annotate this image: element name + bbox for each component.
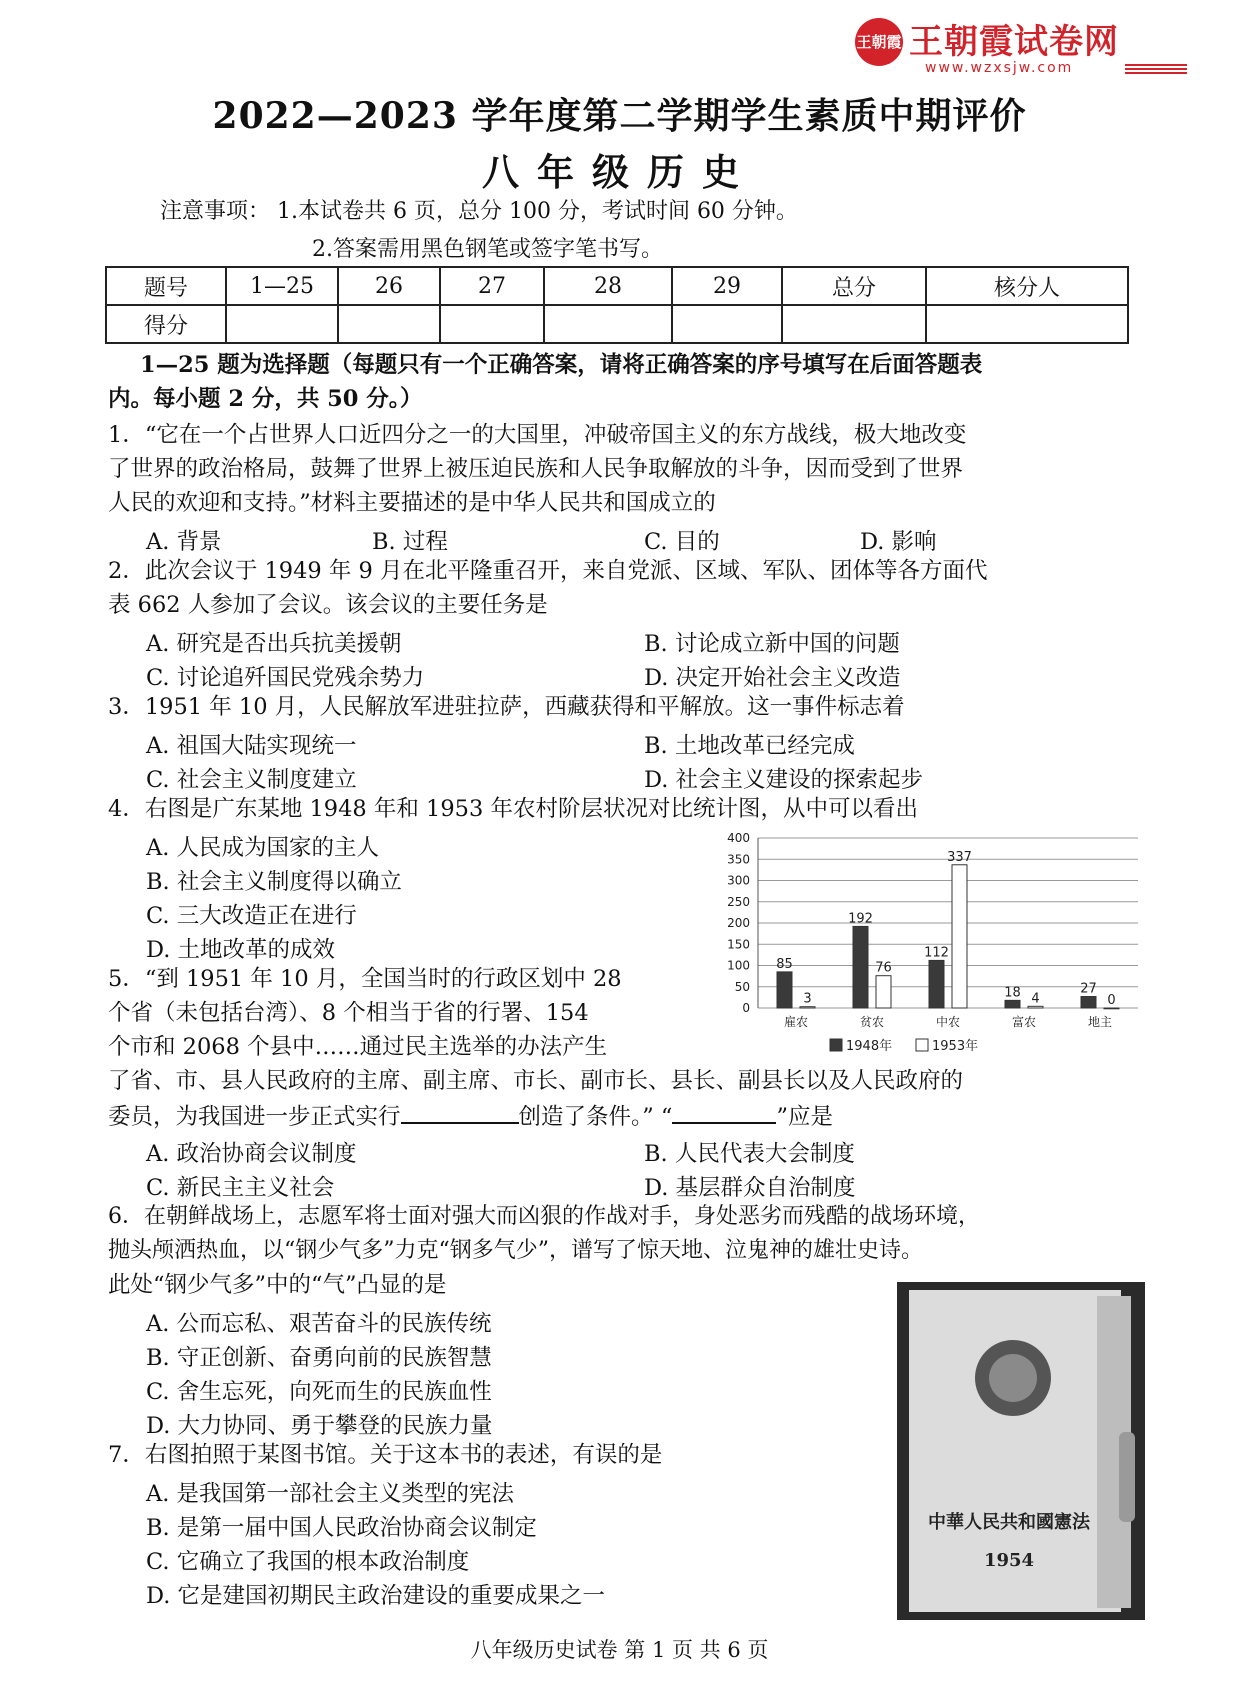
brand-logo bbox=[855, 14, 1195, 74]
q6-option-a[interactable]: A. 公而忘私、艰苦奋斗的民族传统 bbox=[146, 1311, 492, 1337]
q7-option-b[interactable]: B. 是第一届中国人民政治协商会议制定 bbox=[146, 1515, 537, 1541]
q7-option-a[interactable]: A. 是我国第一部社会主义类型的宪法 bbox=[146, 1481, 515, 1507]
chart-bar bbox=[1028, 1006, 1043, 1008]
national-emblem-center bbox=[989, 1354, 1037, 1402]
chart-category-label: 富农 bbox=[1011, 1015, 1037, 1029]
q5-line: 个市和 2068 个县中……通过民主选举的办法产生 bbox=[108, 1034, 608, 1060]
chart-y-tick-label: 250 bbox=[727, 894, 750, 909]
q4-line: 4．右图是广东某地 1948 年和 1953 年农村阶层状况对比统计图，从中可以看出 bbox=[108, 796, 918, 822]
chart-y-tick-label: 200 bbox=[727, 916, 750, 930]
score-col: 29 bbox=[672, 267, 782, 305]
q6-option-b[interactable]: B. 守正创新、奋勇向前的民族智慧 bbox=[146, 1345, 492, 1371]
q2-line: 2．此次会议于 1949 年 9 月在北平隆重召开，来自党派、区域、军队、团体等各方面代 bbox=[108, 558, 988, 584]
chart-data-label: 337 bbox=[947, 849, 972, 865]
score-col: 1—25 bbox=[226, 267, 338, 305]
book-year: 1954 bbox=[983, 1550, 1035, 1571]
chart-y-tick-label: 150 bbox=[727, 937, 750, 952]
q5-last-line bbox=[108, 1102, 833, 1131]
chart-category-label: 雇农 bbox=[783, 1015, 809, 1029]
chart-bar bbox=[1081, 997, 1096, 1008]
score-cell[interactable] bbox=[338, 305, 440, 343]
q4-option-d[interactable]: D. 土地改革的成效 bbox=[146, 937, 336, 963]
q5-last-a: 委员，为我国进一步正式实行 bbox=[108, 1104, 401, 1130]
q5-option-a[interactable]: A. 政治协商会议制度 bbox=[146, 1141, 357, 1167]
intro-line-1: 1—25 题为选择题（每题只有一个正确答案，请将正确答案的序号填写在后面答题表 bbox=[140, 352, 983, 378]
chart-bar bbox=[929, 960, 944, 1008]
score-col: 题号 bbox=[106, 267, 226, 305]
brand-seal: 王朝霞 bbox=[855, 18, 903, 66]
score-cell[interactable] bbox=[926, 305, 1128, 343]
q2-option-c[interactable]: C. 讨论追歼国民党残余势力 bbox=[146, 665, 425, 691]
q1-line: 人民的欢迎和支持。”材料主要描述的是中华人民共和国成立的 bbox=[108, 490, 716, 516]
q2-line: 表 662 人参加了会议。该会议的主要任务是 bbox=[108, 592, 548, 618]
book-clasp bbox=[1119, 1432, 1135, 1522]
q3-option-b[interactable]: B. 土地改革已经完成 bbox=[644, 733, 855, 759]
score-table-header-row bbox=[106, 267, 1128, 305]
q6-line: 抛头颅洒热血，以“钢少气多”力克“钢多气少”，谱写了惊天地、泣鬼神的雄壮史诗。 bbox=[108, 1238, 923, 1263]
q1-option-b[interactable]: B. 过程 bbox=[372, 529, 448, 555]
chart-legend-swatch bbox=[830, 1039, 842, 1051]
q5-last-b: 创造了条件。” “ bbox=[518, 1104, 673, 1130]
score-cell[interactable] bbox=[782, 305, 926, 343]
score-cell[interactable] bbox=[544, 305, 672, 343]
q4-option-c[interactable]: C. 三大改造正在进行 bbox=[146, 903, 357, 929]
book-title: 中華人民共和國憲法 bbox=[928, 1512, 1090, 1533]
q3-option-d[interactable]: D. 社会主义建设的探索起步 bbox=[644, 767, 924, 793]
chart-y-tick-label: 300 bbox=[727, 873, 750, 888]
chart-bar bbox=[777, 972, 792, 1008]
score-col: 26 bbox=[338, 267, 440, 305]
chart-category-label: 地主 bbox=[1087, 1015, 1113, 1029]
constitution-book-photo bbox=[897, 1282, 1145, 1620]
brand-name: 王朝霞试卷网 bbox=[909, 22, 1119, 62]
chart-y-tick-label: 400 bbox=[727, 831, 750, 845]
score-row-label: 得分 bbox=[106, 305, 226, 343]
score-col: 27 bbox=[440, 267, 544, 305]
notice-line-1: 注意事项： 1.本试卷共 6 页，总分 100 分，考试时间 60 分钟。 bbox=[160, 199, 798, 224]
score-col: 28 bbox=[544, 267, 672, 305]
chart-data-label: 192 bbox=[848, 911, 873, 927]
q1-option-c[interactable]: C. 目的 bbox=[644, 529, 720, 555]
score-cell[interactable] bbox=[226, 305, 338, 343]
exam-title: 2022—2023 学年度第二学期学生素质中期评价 bbox=[212, 95, 1027, 137]
q7-line: 7．右图拍照于某图书馆。关于这本书的表述，有误的是 bbox=[108, 1442, 663, 1468]
chart-category-label: 中农 bbox=[935, 1015, 961, 1029]
chart-y-tick-label: 350 bbox=[727, 852, 750, 867]
q2-option-d[interactable]: D. 决定开始社会主义改造 bbox=[644, 665, 901, 691]
chart-category-label: 贫农 bbox=[859, 1015, 885, 1029]
chart-bar bbox=[853, 926, 868, 1008]
chart-bar bbox=[1104, 1008, 1119, 1009]
q7-option-c[interactable]: C. 它确立了我国的根本政治制度 bbox=[146, 1549, 470, 1575]
q5-last-c: ”应是 bbox=[776, 1104, 833, 1130]
q5-line: 了省、市、县人民政府的主席、副主席、市长、副市长、县长、副县长以及人民政府的 bbox=[108, 1068, 964, 1094]
chart-legend-label: 1948年 bbox=[846, 1039, 893, 1054]
chart-bar bbox=[1005, 1000, 1020, 1008]
q1-option-a[interactable]: A. 背景 bbox=[146, 529, 222, 555]
q2-option-b[interactable]: B. 讨论成立新中国的问题 bbox=[644, 631, 900, 657]
chart-data-label: 85 bbox=[776, 956, 793, 972]
chart-y-tick-label: 100 bbox=[727, 958, 750, 973]
chart-data-label: 0 bbox=[1107, 993, 1116, 1008]
brand-url: www.wzxsjw.com bbox=[925, 60, 1074, 76]
q7-option-d[interactable]: D. 它是建国初期民主政治建设的重要成果之一 bbox=[146, 1583, 606, 1609]
q4-option-b[interactable]: B. 社会主义制度得以确立 bbox=[146, 869, 402, 895]
q5-option-b[interactable]: B. 人民代表大会制度 bbox=[644, 1141, 855, 1167]
q5-option-c[interactable]: C. 新民主主义社会 bbox=[146, 1175, 335, 1201]
q6-option-c[interactable]: C. 舍生忘死，向死而生的民族血性 bbox=[146, 1379, 492, 1405]
chart-legend-label: 1953年 bbox=[932, 1039, 979, 1054]
q3-line: 3．1951 年 10 月，人民解放军进驻拉萨，西藏获得和平解放。这一事件标志着 bbox=[108, 694, 905, 720]
score-col: 核分人 bbox=[926, 267, 1128, 305]
score-cell[interactable] bbox=[672, 305, 782, 343]
q5-blank-2 bbox=[672, 1102, 776, 1124]
q5-blank-1 bbox=[401, 1102, 519, 1124]
score-cell[interactable] bbox=[440, 305, 544, 343]
chart-data-label: 3 bbox=[803, 991, 812, 1007]
q5-option-d[interactable]: D. 基层群众自治制度 bbox=[644, 1175, 856, 1201]
chart-data-label: 27 bbox=[1080, 981, 1097, 997]
score-table-score-row bbox=[106, 305, 1128, 343]
q5-line: 个省（未包括台湾）、8 个相当于省的行署、154 bbox=[108, 1000, 589, 1026]
chart-bar bbox=[876, 976, 891, 1008]
score-table bbox=[105, 266, 1129, 344]
q3-option-a[interactable]: A. 祖国大陆实现统一 bbox=[146, 733, 357, 759]
rural-class-bar-chart bbox=[718, 828, 1148, 1058]
chart-y-tick-label: 50 bbox=[734, 979, 750, 994]
q3-option-c[interactable]: C. 社会主义制度建立 bbox=[146, 767, 357, 793]
page-footer: 八年级历史试卷 第 1 页 共 6 页 bbox=[470, 1638, 769, 1662]
score-col: 总分 bbox=[782, 267, 926, 305]
chart-data-label: 4 bbox=[1031, 991, 1040, 1007]
q4-option-a[interactable]: A. 人民成为国家的主人 bbox=[146, 835, 380, 861]
q6-line: 6．在朝鲜战场上，志愿军将士面对强大而凶狠的作战对手，身处恶劣而残酷的战场环境， bbox=[108, 1204, 981, 1229]
brand-stripes bbox=[1125, 64, 1187, 74]
q6-line: 此处“钢少气多”中的“气”凸显的是 bbox=[108, 1272, 447, 1298]
q1-line: 1．“它在一个占世界人口近四分之一的大国里，冲破帝国主义的东方战线，极大地改变 bbox=[108, 422, 967, 448]
chart-data-label: 112 bbox=[924, 945, 949, 961]
q1-option-d[interactable]: D. 影响 bbox=[860, 529, 937, 555]
exam-subject: 八年级历史 bbox=[482, 150, 757, 194]
intro-line-2: 内。每小题 2 分，共 50 分。） bbox=[108, 386, 423, 412]
chart-data-label: 76 bbox=[875, 960, 892, 976]
q6-option-d[interactable]: D. 大力协同、勇于攀登的民族力量 bbox=[146, 1413, 493, 1439]
q1-line: 了世界的政治格局，鼓舞了世界上被压迫民族和人民争取解放的斗争，因而受到了世界 bbox=[108, 456, 964, 482]
chart-legend-swatch bbox=[916, 1039, 928, 1051]
notice-line-2: 2.答案需用黑色钢笔或签字笔书写。 bbox=[312, 237, 663, 262]
q2-option-a[interactable]: A. 研究是否出兵抗美援朝 bbox=[146, 631, 402, 657]
chart-bar bbox=[800, 1007, 815, 1008]
q5-line: 5．“到 1951 年 10 月，全国当时的行政区划中 28 bbox=[108, 966, 622, 992]
chart-data-label: 18 bbox=[1004, 985, 1021, 1001]
chart-bar bbox=[952, 865, 967, 1008]
chart-y-tick-label: 0 bbox=[742, 1001, 750, 1015]
